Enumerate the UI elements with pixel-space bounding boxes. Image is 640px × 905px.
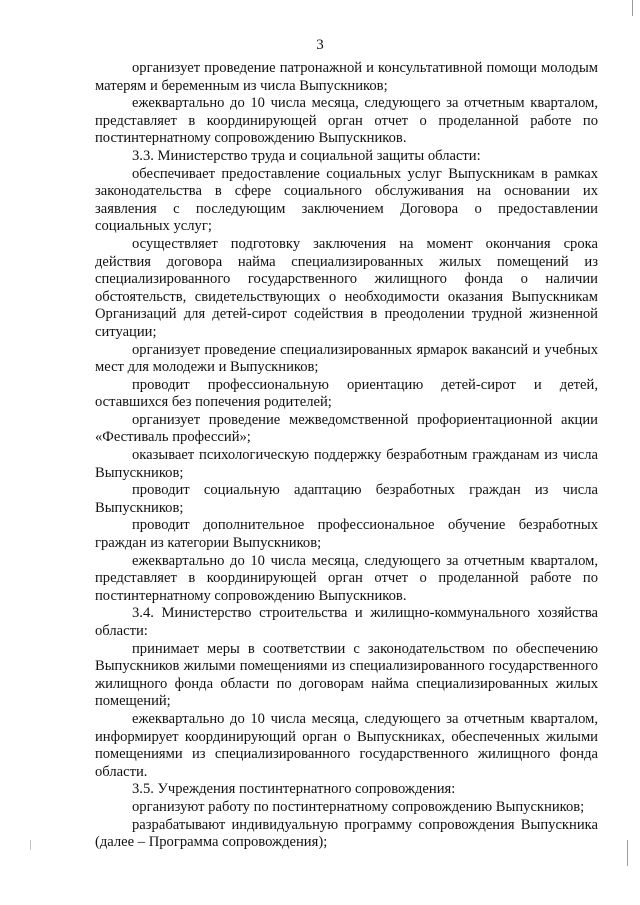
paragraph-17: организуют работу по постинтернатному сопровождению Выпускников; [132,798,585,815]
paragraph-2: ежеквартально до 10 числа месяца, следующего за отчетным кварталом, представляет в координирующей орган отчет о проделанной работе по постинтернатному сопровождению Выпускников. [95,95,598,147]
paragraph-15: ежеквартально до 10 числа месяца, следующего за отчетным кварталом, информирует координирующий орган о Выпускниках, обеспеченных жилыми помещениями из специализированного государственного жилищного фонда области. [95,710,598,780]
paragraph-14: принимает меры в соответствии с законодательством по обеспечению Выпускников жилыми помещениями из специализированного государственного жилищного фонда области по договорам найма специализированных жилых помещений; [95,640,598,710]
section-heading-3-3: 3.3. Министерство труда и социальной защиты области: [132,147,481,164]
paragraph-8: организует проведение межведомственной профориентационной акции «Фестиваль профессий»; [95,411,598,446]
paragraph-1: организует проведение патронажной и консультативной помощи молодым матерям и беременным из числа Выпускников; [95,60,598,94]
paragraph-18: разрабатывают индивидуальную программу сопровождения Выпускника (далее – Программа сопровождения); [95,816,598,851]
scan-artifact-bottom-right [627,840,628,866]
paragraph-10: проводит социальную адаптацию безработных граждан из числа Выпускников; [95,482,598,516]
document-body [95,60,598,852]
paragraph-4: обеспечивает предоставление социальных услуг Выпускникам в рамках законодательства в сфере социального обслуживания на основании их заявления с последующим заключением Договора о предоставлении социальных услуг; [95,165,598,235]
paragraph-7: проводит профессиональную ориентацию детей-сирот и детей, оставшихся без попечения родителей; [95,376,598,411]
page-number: 3 [316,37,324,53]
paragraph-5: осуществляет подготовку заключения на момент окончания срока действия договора найма специализированных жилых помещений из специализированного государственного жилищного фонда о наличии обстоятельств, свидетельствующих о необходимости оказания Выпускникам Организаций для детей-сирот содействия в преодолении трудной жизненной ситуации; [95,235,598,340]
paragraph-12: ежеквартально до 10 числа месяца, следующего за отчетным кварталом, представляет в координирующей орган отчет о проделанной работе по постинтернатному сопровождению Выпускников. [95,552,598,604]
paragraph-6: организует проведение специализированных ярмарок вакансий и учебных мест для молодежи и Выпускников; [95,341,598,376]
section-heading-3-5: 3.5. Учреждения постинтернатного сопровождения: [132,781,456,798]
paragraph-9: оказывает психологическую поддержку безработным гражданам из числа Выпускников; [95,447,598,481]
scan-artifact-left [30,840,31,850]
paragraph-11: проводит дополнительное профессиональное обучение безработных граждан из категории Выпускников; [95,517,598,552]
section-heading-3-4: 3.4. Министерство строительства и жилищно-коммунального хозяйства области: [95,605,598,639]
scan-artifact-top-right [632,0,633,16]
